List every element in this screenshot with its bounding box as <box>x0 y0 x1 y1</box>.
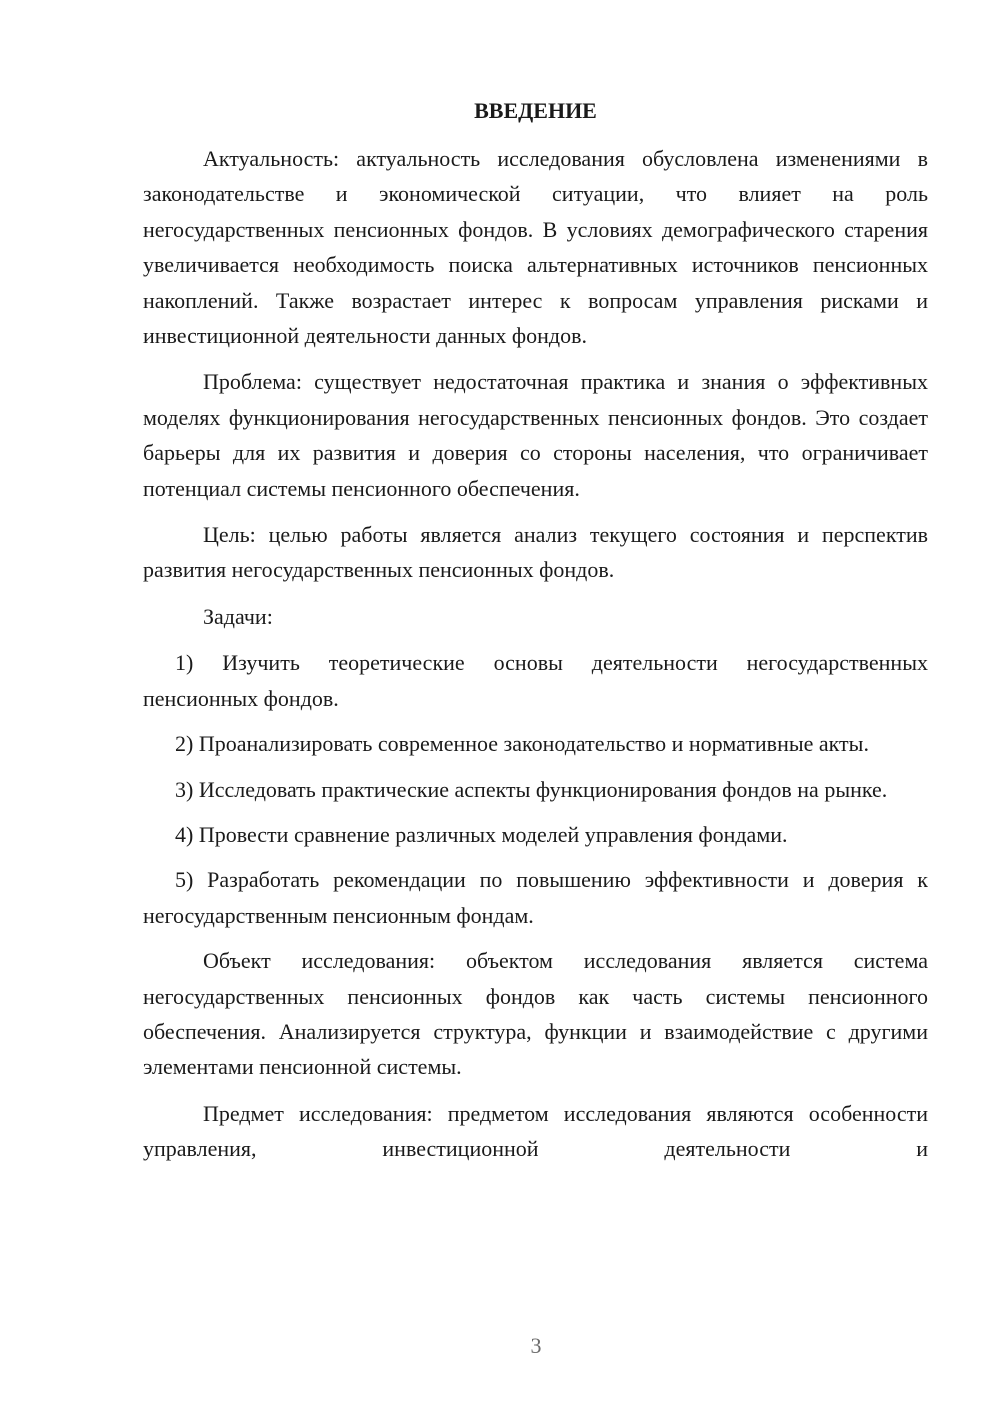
subject-paragraph: Предмет исследования: предметом исследования являются особенности управления, инвестиционной деятельности и <box>143 1100 928 1162</box>
tasks-heading: Задачи: <box>203 603 273 629</box>
task-item-2: 2) Проанализировать современное законодательство и нормативные акты. <box>175 731 869 757</box>
page-number: 3 <box>530 1333 542 1358</box>
task-item-1: 1) Изучить теоретические основы деятельности негосударственных пенсионных фондов. <box>143 650 928 711</box>
document-page <box>143 95 928 1178</box>
task-item-5: 5) Разработать рекомендации по повышению эффективности и доверия к негосударственным пенсионным фондам. <box>143 867 928 928</box>
section-title: ВВЕДЕНИЕ <box>474 98 597 123</box>
task-item-4: 4) Провести сравнение различных моделей управления фондами. <box>175 821 788 847</box>
task-item-3: 3) Исследовать практические аспекты функционирования фондов на рынке. <box>175 776 888 802</box>
problem-paragraph: Проблема: существует недостаточная практика и знания о эффективных моделях функционирования негосударственных пенсионных фондов. Это создает барьеры для их развития и доверия со стороны населения, что ограничивает потенциал системы пенсионного обеспечения. <box>143 369 928 501</box>
relevance-paragraph: Актуальность: актуальность исследования обусловлена изменениями в законодательстве и экономической ситуации, что влияет на роль негосударственных пенсионных фондов. В условиях демографического старения увеличивается необходимость поиска альтернативных источников пенсионных накоплений. Также возрастает интерес к вопросам управления рисками и инвестиционной деятельности данных фондов. <box>143 146 928 349</box>
goal-paragraph: Цель: целью работы является анализ текущего состояния и перспектив развития негосударственных пенсионных фондов. <box>143 522 928 583</box>
object-paragraph: Объект исследования: объектом исследования является система негосударственных пенсионных фондов как часть системы пенсионного обеспечения. Анализируется структура, функции и взаимодействие с другими элементами пенсионной системы. <box>143 948 928 1080</box>
